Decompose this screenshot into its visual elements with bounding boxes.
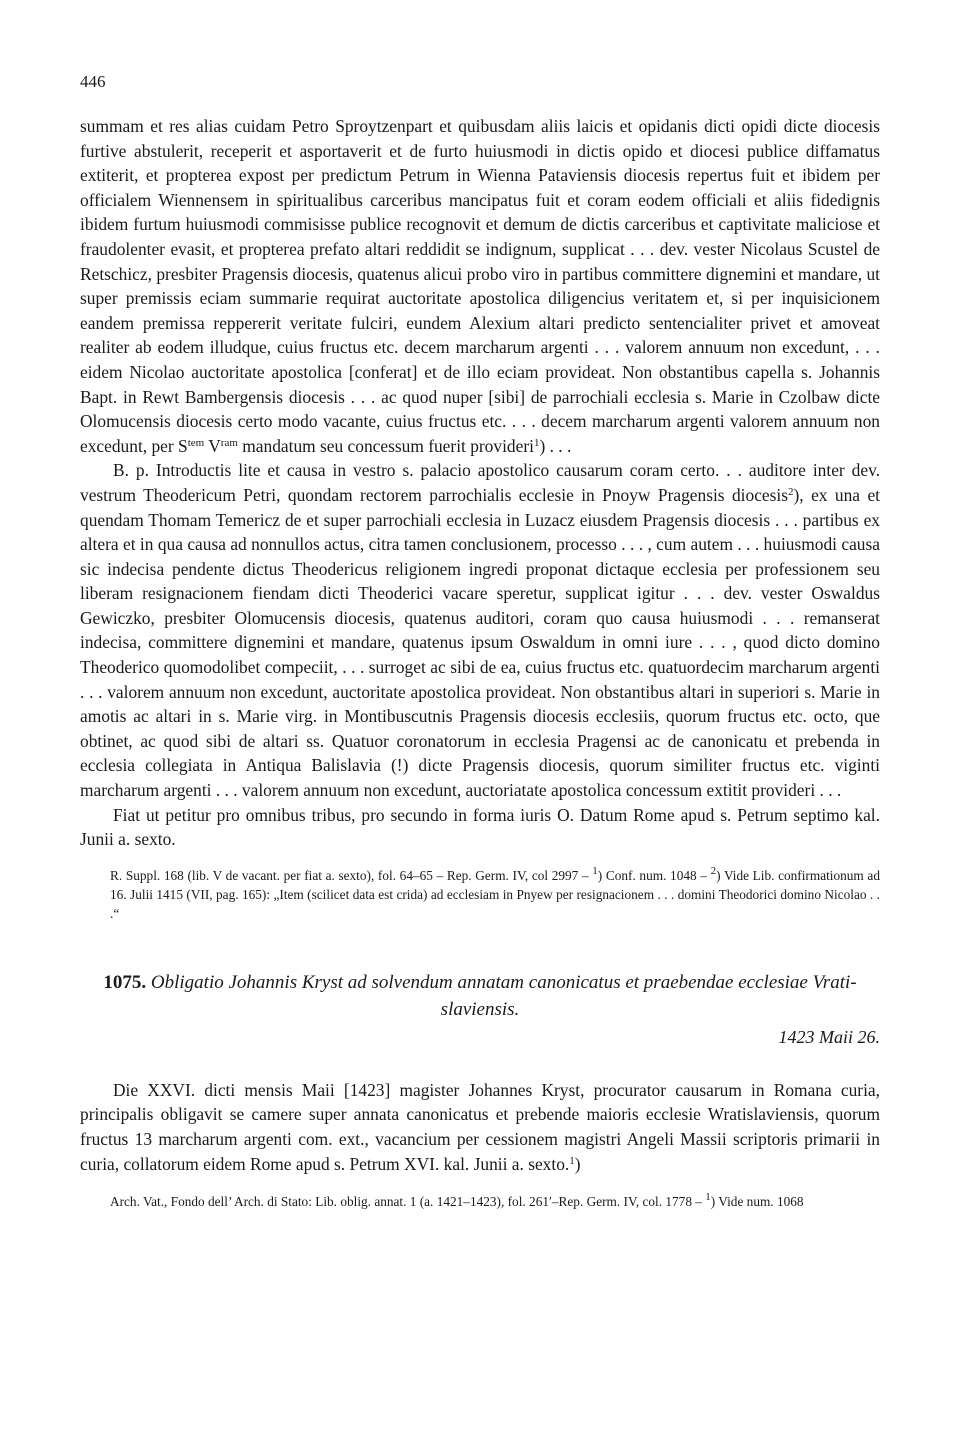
paragraph-text: ), ex una et quendam Thomam Temericz de et super parrochiali ecclesia in Luzacz eiusdem Pragensis diocesis . . . partibus ex altera et in qua causa ad nonnullos actus, citra tamen conclusionem, processo . . . , cum autem . . . huiusmodi causa sic indecisa pendente dictus Theodericus religionem ingredi proponat dictaque ecclesia per professionem seu liberam resignacionem fiendam dicti Theoderici vacare speretur, supplicat igitur . . . dev. vester Oswaldus Gewiczko, presbiter Olomucensis diocesis, quatenus auditori, coram quo causa huiusmodi . . . remanserat indecisa, committere dignemini et mandare, quatenus ipsum Oswaldum in omni iure . . . , quod dicto domino Theoderico quomodolibet compeciit, . . . surroget ac sibi de ea, cuius fructus etc. quatuordecim marcharum argenti . . . valorem annuum non excedunt, auctoritate apostolica provideat. Non obstantibus altari in superiori s. Marie in amotis ac altari in s. Marie virg. in Montibuscutnis Pragensis diocesis ecclesiis, quorum fructus etc. octo, que obtinet, ac quod sibi de altari ss. Quatuor coronatorum in ecclesia Pragensi ac de canonicatu et prebenda in ecclesia collegiata in Antiqua Balislavia (!) dicte Pragensis diocesis, quorum similiter fructus etc. viginti marcharum argenti . . . valorem annuum non excedunt, auctoriatate apostolica concessum extitit provideri . . . <box>80 484 880 801</box>
paragraph-text: Die XXVI. dicti mensis Maii [1423] magister Johannes Kryst, procurator causarum in Romana curia, principalis obligavit se camere super annata canonicatus et prebende maioris ecclesie Wratislaviensis, quorum fructus 13 marcharum argenti com. ext., vacancium per cessionem magistri Angeli Massii scriptoris primarii in curia, collatorum eidem Rome apud s. Petrum XVI. kal. Junii a. sexto. <box>80 1079 880 1174</box>
footnote-text: ) Vide num. 1068 <box>710 1194 804 1210</box>
entry-number: 1075. <box>103 971 147 993</box>
footnote-sources <box>80 866 880 923</box>
footnote-text: Arch. Vat., Fondo dell’ Arch. di Stato: Lib. oblig. annat. 1 (a. 1421–1423), fol. 261′–Rep. Germ. IV, col. 1778 – <box>110 1194 706 1210</box>
paragraph-text: ) <box>574 1153 581 1174</box>
paragraph-text: ) . . . <box>539 435 572 456</box>
footnote-ref: 2 <box>788 485 794 498</box>
entry-heading <box>80 969 880 1023</box>
entry-title: Obligatio Johannis Kryst ad solvendum annatam canonicatus et praebendae ecclesiae Vratislaviensis. <box>150 971 857 1020</box>
footnote-text: R. Suppl. 168 (lib. V de vacant. per fiat a. sexto), fol. 64–65 – Rep. Germ. IV, col 2997 – <box>110 867 593 883</box>
entry-text <box>80 1078 880 1176</box>
footnote-ref: 1 <box>705 1191 711 1204</box>
paragraph-text: summam et res alias cuidam Petro Sproytzenpart et quibusdam aliis laicis et opidanis dicti opidi dicte diocesis furtive abstulerit, receperit et asportaverit et de furto huiusmodi in dictis opido et diocesi publice diffamatus extiterit, et propterea expost per predictum Petrum in Wienna Pataviensis diocesis repertus fuit et ibidem per officialem Wiennensem in spiritualibus carceribus mancipatus fuit et coram eodem officiali et aliis fidedignis ibidem furtum huiusmodi commisisse publice recognovit et demum de dictis carceribus et captivitate maliciose et fraudolenter evasit, et propterea prefato altari reddidit se indignum, supplicat . . . dev. vester Nicolaus Scustel de Retschicz, presbiter Pragensis diocesis, quatenus alicui probo viro in partibus committere dignemini et mandare, ut super premissis eciam summarie requirat auctoritate apostolica diligencius veritatem et, si per inquisicionem eandem premissa reppererit veritate fulciri, eundem Alexium altari predicto sentencialiter privet et amoveat realiter ab eodem illudque, cuius fructus etc. decem marcharum argenti . . . valorem annuum non excedunt, . . . eidem Nicolao auctoritate apostolica [conferat] et de illo eciam provideat. Non obstantibus capella s. Johannis Bapt. in Rewt Bambergensis diocesis . . . ac quod nuper [sibi] de parrochiali ecclesia s. Marie in Czolbaw dicte Olomucensis diocesis certo modo vacante, cuius fructus etc. . . . decem marcharum argenti valorem annuum non excedunt, per S <box>80 116 880 456</box>
entry-date: 1423 Maii 26. <box>778 1026 880 1047</box>
footnote-ref: 1 <box>533 436 540 449</box>
footnote-text: ) Conf. num. 1048 – <box>597 867 711 883</box>
paragraph-text: B. p. Introductis lite et causa in vestro s. palacio apostolico causarum coram certo. . . auditore inter dev. vestrum Theodericum Petri, quondam rectorem parrochialis ecclesie in Pnoyw Pragensis diocesis <box>80 460 880 505</box>
superscript: ram <box>220 436 238 449</box>
paragraph-continuation <box>80 114 880 458</box>
paragraph-fiat: Fiat ut petitur pro omnibus tribus, pro secundo in forma iuris O. Datum Rome apud s. Petrum septimo kal. Junii a. sexto. <box>80 804 880 850</box>
footnote-ref: 1 <box>569 1154 575 1167</box>
footnote-ref: 1 <box>592 864 598 877</box>
page-number: 446 <box>80 72 106 91</box>
paragraph-text: mandatum seu concessum fuerit provideri <box>237 435 534 456</box>
footnote-text: ) Vide Lib. confirmationum ad 16. Julii 1415 (VII, pag. 165): „Item (scilicet data est crida) ad ecclesiam in Pnyew per resignacionem . . . domini Theodorici domino Nicolao . . .“ <box>110 867 880 921</box>
paragraph-text: V <box>204 435 221 456</box>
paragraph-second-petition <box>80 458 880 802</box>
superscript: tem <box>187 436 205 449</box>
footnote-ref: 2 <box>710 864 717 877</box>
entry-source-note <box>80 1192 880 1211</box>
